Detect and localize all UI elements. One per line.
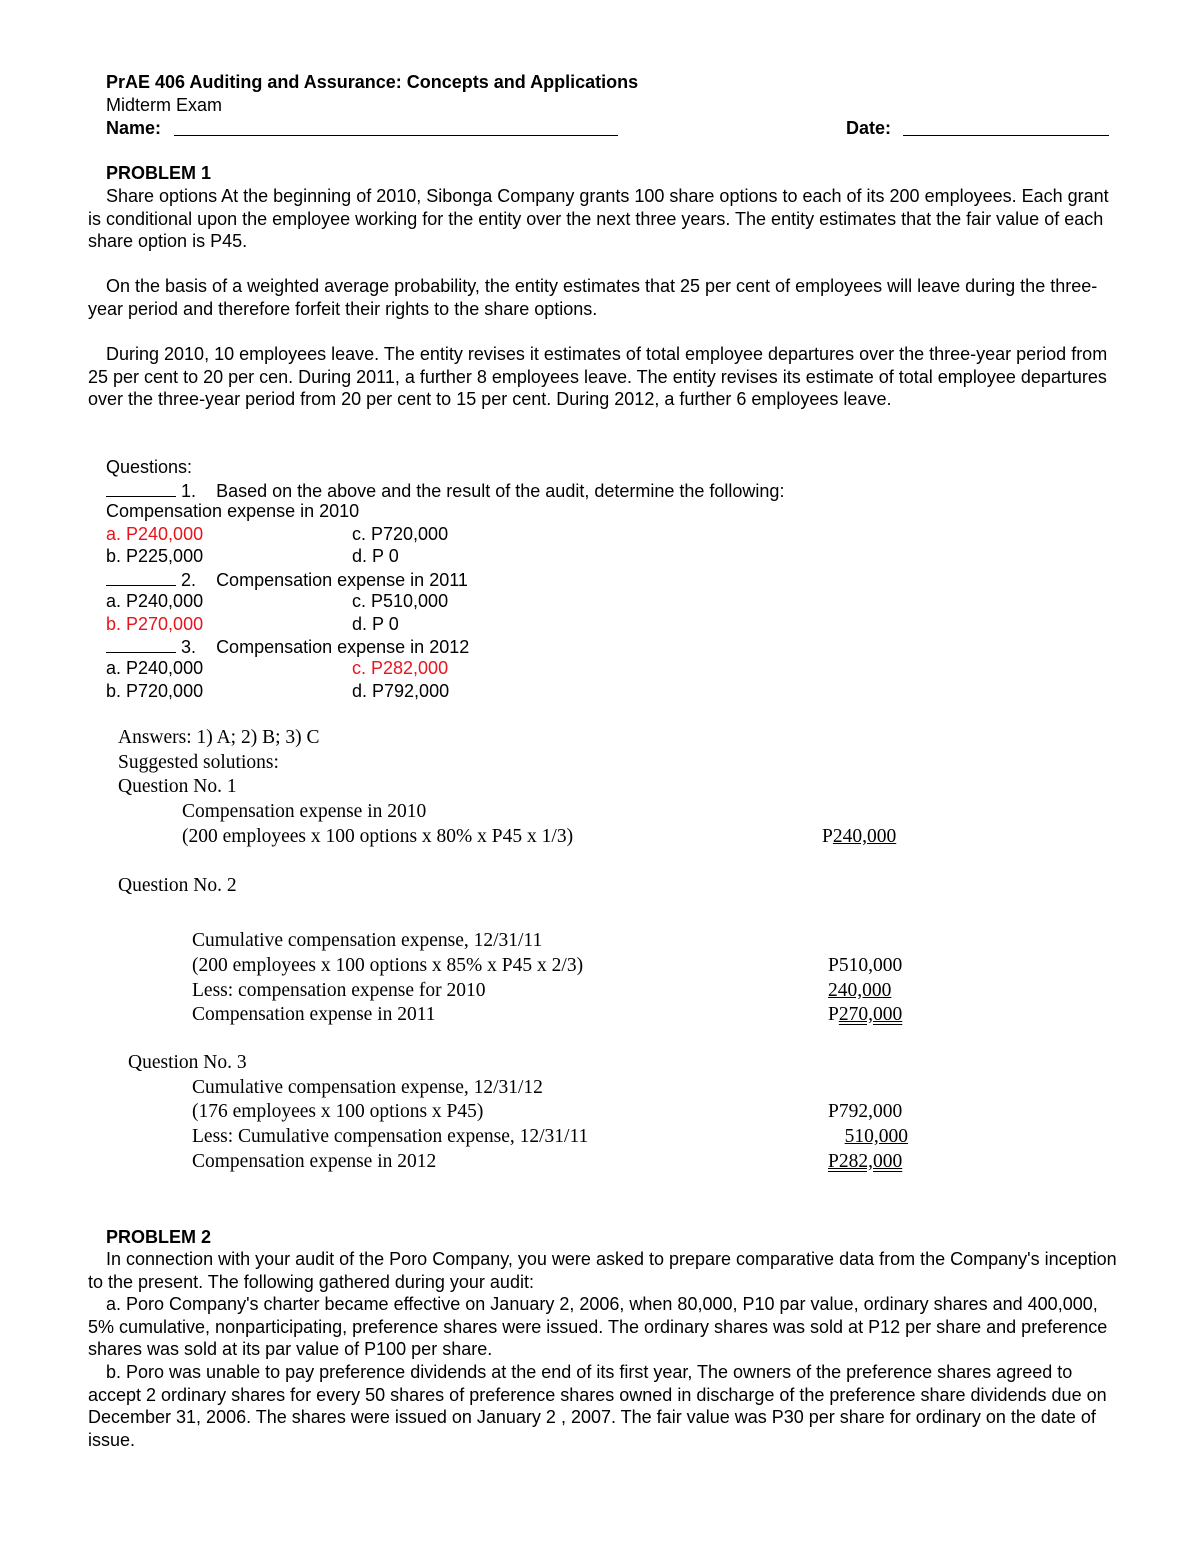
problem1-paragraph-2 <box>88 275 1103 320</box>
q2-choice-b: b. P270,000 <box>106 614 204 634</box>
question-1-subtitle: Compensation expense in 2010 <box>106 501 360 521</box>
solution-q1-line1: Compensation expense in 2010 <box>182 801 427 822</box>
solution-q3-line2: (176 employees x 100 options x P45) <box>192 1101 484 1122</box>
solution-q2-line4: Compensation expense in 2011 <box>192 1004 436 1025</box>
q3-choice-d: d. P792,000 <box>352 681 450 701</box>
question-3 <box>106 635 469 659</box>
solution-q2-label: Question No. 2 <box>118 875 237 896</box>
answers-line: Answers: 1) A; 2) B; 3) C <box>118 727 320 748</box>
q3-choice-c: c. P282,000 <box>352 658 449 678</box>
problem1-paragraph-1 <box>88 185 1113 253</box>
problem1-paragraph-3 <box>88 343 1118 411</box>
solution-q2-line2: (200 employees x 100 options x 85% x P45 x 2/3) <box>192 955 584 976</box>
paragraph-text: In connection with your audit of the Poro Company, you were asked to prepare comparative data from the Company's inception to the present. The following gathered during your audit: <box>88 1249 1117 1292</box>
solution-q1-line2: (200 employees x 100 options x 80% x P45 x 1/3) <box>182 826 574 847</box>
exam-type: Midterm Exam <box>106 95 223 115</box>
paragraph-text: b. Poro was unable to pay preference dividends at the end of its first year, The owners of the preference shares agreed to accept 2 ordinary shares for every 50 shares of preference shares owned in discharge of the preference share dividends due on December 31, 2006. The shares were issued on January 2 , 2007. The fair value was P30 per share for ordinary on the date of issue. <box>88 1362 1107 1450</box>
problem2-intro <box>88 1248 1128 1293</box>
q1-choice-a: a. P240,000 <box>106 524 204 544</box>
paragraph-text: On the basis of a weighted average probability, the entity estimates that 25 per cent of employees will leave during the three-year period and therefore forfeit their rights to the share options. <box>88 276 1098 319</box>
q2-choice-c: c. P510,000 <box>352 591 449 611</box>
solution-q3-amount3: 510,000 <box>844 1126 908 1147</box>
q1-choice-c: c. P720,000 <box>352 524 449 544</box>
question-number: 1. <box>181 481 197 501</box>
answer-blank-3[interactable] <box>106 635 176 653</box>
solution-q3-amount2: P792,000 <box>828 1101 903 1122</box>
q2-choice-a: a. P240,000 <box>106 591 204 611</box>
q1-choice-d: d. P 0 <box>352 546 399 566</box>
name-field-line[interactable] <box>174 135 618 136</box>
solution-q2-line3: Less: compensation expense for 2010 <box>192 980 486 1001</box>
solution-q2-amount3: 240,000 <box>828 980 892 1001</box>
answer-blank-1[interactable] <box>106 479 176 497</box>
solution-q3-amount4: P282,000 <box>828 1151 903 1172</box>
questions-label: Questions: <box>106 457 193 477</box>
q3-choice-a: a. P240,000 <box>106 658 204 678</box>
currency-prefix: P <box>828 1004 839 1025</box>
solution-q2-amount2: P510,000 <box>828 955 903 976</box>
solution-q3-line1: Cumulative compensation expense, 12/31/12 <box>192 1077 543 1098</box>
solution-q3-line4: Compensation expense in 2012 <box>192 1151 437 1172</box>
paragraph-text: During 2010, 10 employees leave. The entity revises it estimates of total employee departures over the three-year period from 25 per cent to 20 per cen. During 2011, a further 8 employees leave. The entity revises its estimate of total employee departures over the three-year period from 20 per cent to 15 per cent. During 2012, a further 6 employees leave. <box>88 344 1108 410</box>
solution-q2-line1: Cumulative compensation expense, 12/31/11 <box>192 930 543 951</box>
solution-q3-label: Question No. 3 <box>128 1052 247 1073</box>
problem1-heading: PROBLEM 1 <box>106 163 212 183</box>
question-number: 3. <box>181 637 197 657</box>
amount-value: 240,000 <box>832 826 897 847</box>
question-text: Based on the above and the result of the audit, determine the following: <box>216 481 785 501</box>
answer-blank-2[interactable] <box>106 568 176 586</box>
q2-choice-d: d. P 0 <box>352 614 399 634</box>
problem2-heading: PROBLEM 2 <box>106 1227 212 1247</box>
date-label: Date: <box>846 118 892 138</box>
question-text: Compensation expense in 2012 <box>216 637 470 657</box>
q3-choice-b: b. P720,000 <box>106 681 204 701</box>
problem2-item-a <box>88 1293 1108 1361</box>
paragraph-text: a. Poro Company's charter became effective on January 2, 2006, when 80,000, P10 par value, ordinary shares and 400,000, 5% cumulative, nonparticipating, preference shares were issued. The ordinary shares was sold at P12 per share and preference shares was sold at its par value of P100 per share. <box>88 1294 1108 1360</box>
solution-q3-line3: Less: Cumulative compensation expense, 12/31/11 <box>192 1126 589 1147</box>
solution-q2-amount4 <box>828 1003 902 1027</box>
solution-q1-amount <box>822 825 896 849</box>
course-title: PrAE 406 Auditing and Assurance: Concepts and Applications <box>106 72 639 92</box>
question-number: 2. <box>181 570 197 590</box>
solution-q1-label: Question No. 1 <box>118 776 237 797</box>
question-text: Compensation expense in 2011 <box>216 570 468 590</box>
paragraph-text: Share options At the beginning of 2010, Sibonga Company grants 100 share options to each of its 200 employees. Each grant is conditional upon the employee working for the entity over the next three years. The entity estimates that the fair value of each share option is P45. <box>88 186 1109 252</box>
currency-prefix: P <box>822 826 833 847</box>
problem2-item-b <box>88 1361 1113 1451</box>
q1-choice-b: b. P225,000 <box>106 546 204 566</box>
suggested-solutions-label: Suggested solutions: <box>118 752 279 773</box>
name-label: Name: <box>106 118 162 138</box>
question-2 <box>106 568 468 592</box>
amount-value: 270,000 <box>838 1004 903 1025</box>
date-field-line[interactable] <box>903 135 1109 136</box>
